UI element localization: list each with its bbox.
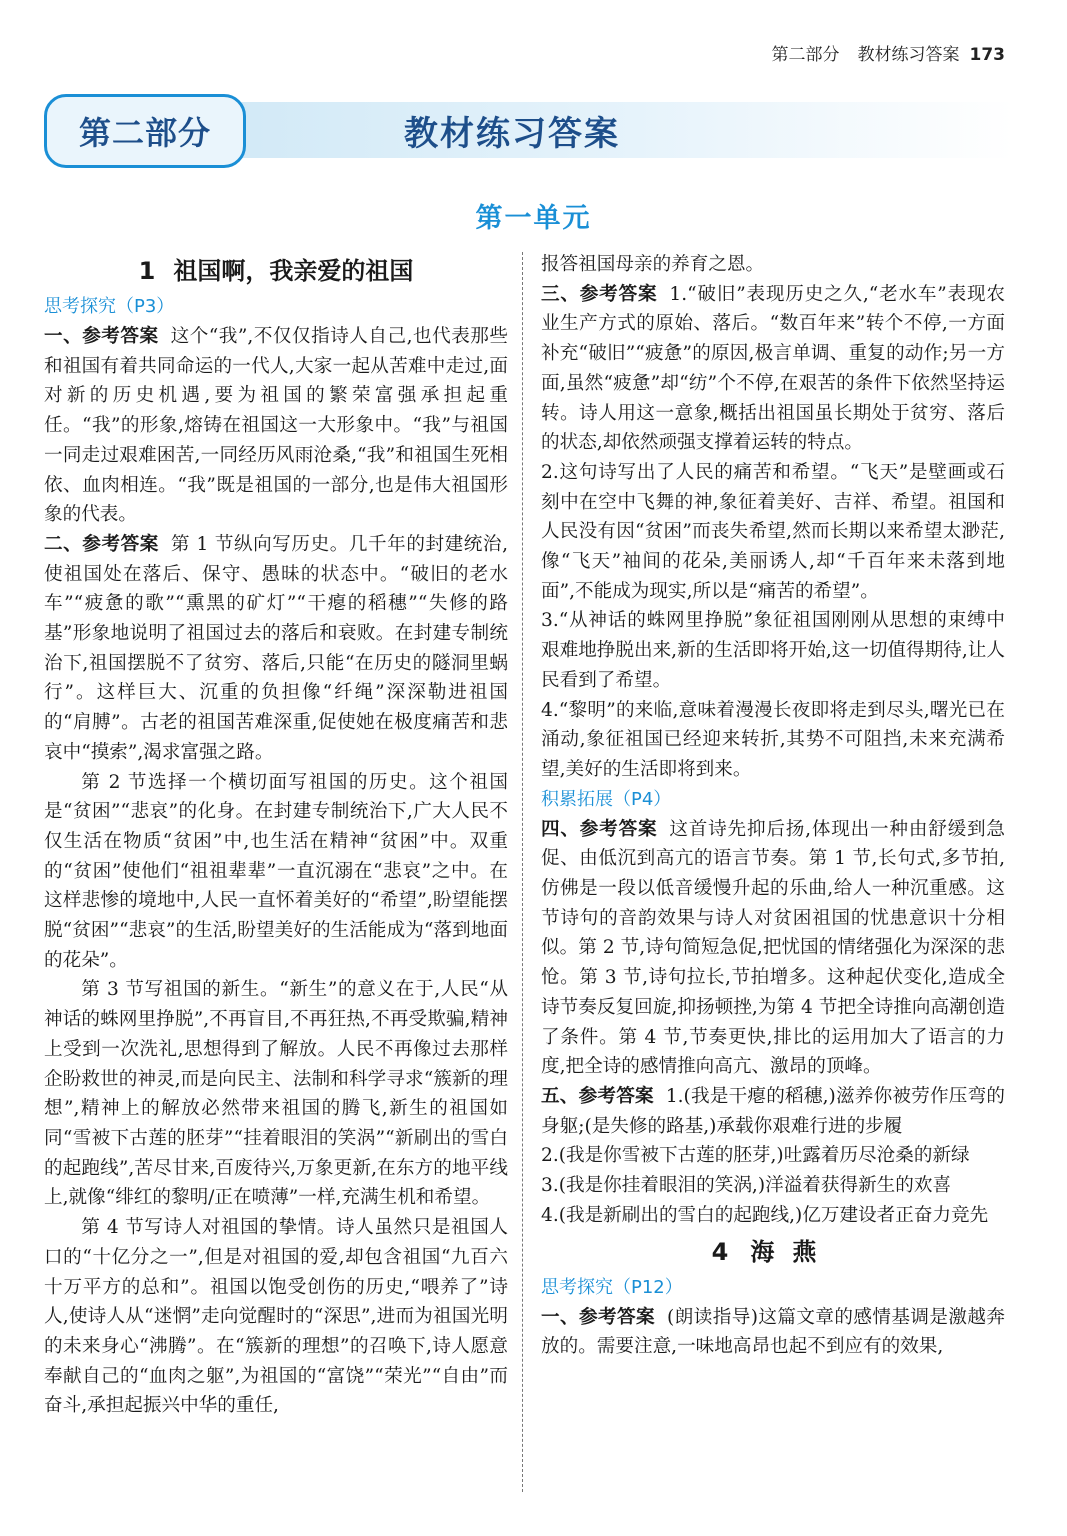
running-header: [772, 40, 1006, 65]
column-divider: [522, 252, 523, 1492]
answer-label: 四、参考答案: [541, 818, 658, 840]
left-column: [44, 250, 508, 1421]
answer-paragraph: [541, 280, 1005, 458]
body-paragraph: 第 2 节选择一个横切面写祖国的历史。这个祖国是“贫困”“悲哀”的化身。在封建专制统治下,广大人民不仅生活在物质“贫困”中,也生活在精神“贫困”中。双重的“贫困”使他们“祖祖辈辈”一直沉溺在“悲哀”之中。在这样悲惨的境地中,人民一直怀着美好的“希望”,盼望能摆脱“贫困”“悲哀”的生活,盼望美好的生活能成为“落到地面的花朵”。: [44, 771, 508, 971]
section-heading-think: 思考探究（P3）: [44, 296, 175, 317]
answer-text: 这首诗先抑后扬,体现出一种由舒缓到急促、由低沉到高亢的语言节奏。第 1 节,长句式,多节拍,仿佛是一段以低音缓慢升起的乐曲,给人一种沉重感。这节诗句的音韵效果与诗人对贫困祖国的忧患意识十分相似。第 2 节,诗句简短急促,把忧国的情绪强化为深深的悲怆。第 3 节,诗句拉长,节拍增多。这种起伏变化,造成全诗节奏反复回旋,抑扬顿挫,为第 4 节把全诗推向高潮创造了条件。第 4 节,节奏更快,排比的运用加大了语言的力度,把全诗的感情推向高亢、激昂的顶峰。: [541, 818, 1005, 1078]
answer-text: (朗读指导)这篇文章的感情基调是激越奔放的。需要注意,一味地高昂也起不到应有的效果,: [541, 1306, 1005, 1358]
answer-text: 1.“破旧”表现历史之久,“老水车”表现农业生产方式的原始、落后。“数百年来”转个不停,一方面补充“破旧”“疲惫”的原因,极言单调、重复的动作;另一方面,虽然“疲惫”却“纺”个不停,在艰苦的条件下依然坚持运转。诗人用这一意象,概括出祖国虽长期处于贫穷、落后的状态,却依然顽强支撑着运转的特点。: [541, 283, 1005, 454]
answer-label: 一、参考答案: [541, 1306, 656, 1328]
answer-item: 2.这句诗写出了人民的痛苦和希望。“飞天”是壁画或石刻中在空中飞舞的神,象征着美好、吉祥、希望。祖国和人民没有因“贫困”而丧失希望,然而长期以来希望太渺茫,像“飞天”袖间的花朵,美丽诱人,却“千百年来未落到地面”,不能成为现实,所以是“痛苦的希望”。: [541, 461, 1005, 602]
header-section: 教材练习答案: [857, 45, 960, 65]
answer-item: 4.(我是新刷出的雪白的起跑线,)亿万建设者正奋力竞先: [541, 1204, 989, 1226]
answer-label: 五、参考答案: [541, 1085, 654, 1107]
body-paragraph-continued: 报答祖国母亲的养育之恩。: [541, 254, 765, 275]
page-number: 173: [969, 45, 1005, 65]
answer-label: 三、参考答案: [541, 283, 658, 305]
lesson-title-text: 祖国啊，我亲爱的祖国: [173, 257, 414, 285]
lesson-title-text: 海燕: [750, 1237, 835, 1266]
banner-title: 教材练习答案: [404, 114, 620, 154]
body-paragraph: 第 3 节写祖国的新生。“新生”的意义在于,人民“从神话的蛛网里挣脱”,不再盲目,不再狂热,不再受欺骗,精神上受到一次洗礼,思想得到了解放。人民不再像过去那样企盼救世的神灵,而是向民主、法制和科学寻求“簇新的理想”,精神上的解放必然带来祖国的腾飞,新生的祖国如同“雪被下古莲的胚芽”“挂着眼泪的笑涡”“新刷出的雪白的起跑线”,苦尽甘来,百废待兴,万象更新,在东方的地平线上,就像“绯红的黎明/正在喷薄”一样,充满生机和希望。: [44, 979, 508, 1209]
answer-paragraph: [541, 1303, 1005, 1362]
answer-item: 3.“从神话的蛛网里挣脱”象征祖国刚刚从思想的束缚中艰难地挣脱出来,新的生活即将开始,这一切值得期待,让人民看到了希望。: [541, 610, 1005, 691]
part-banner: [44, 94, 1014, 166]
body-paragraph: 第 4 节写诗人对祖国的挚情。诗人虽然只是祖国人口的“十亿分之一”,但是对祖国的爱,却包含祖国“九百六十万平方的总和”。祖国以饱受创伤的历史,“喂养了”诗人,使诗人从“迷惘”走向觉醒时的“深思”,进而为祖国光明的未来身心“沸腾”。在“簇新的理想”的召唤下,诗人愿意奉献自己的“血肉之躯”,为祖国的“富饶”“荣光”“自由”而奋斗,承担起振兴中华的重任,: [44, 1217, 508, 1417]
answer-label: 二、参考答案: [44, 533, 159, 555]
section-heading-think: 思考探究（P12）: [541, 1276, 683, 1298]
answer-item: 2.(我是你雪被下古莲的胚芽,)吐露着历尽沧桑的新绿: [541, 1145, 970, 1167]
unit-title: 第一单元: [475, 203, 592, 234]
lesson-number: 4: [711, 1237, 729, 1266]
answer-item: 4.“黎明”的来临,意味着漫漫长夜即将走到尽头,曙光已在涌动,象征祖国已经迎来转折,其势不可阻挡,未来充满希望,美好的生活即将到来。: [541, 699, 1005, 780]
section-heading-accum: 积累拓展（P4）: [541, 788, 672, 810]
lesson-number: 1: [138, 257, 156, 285]
answer-paragraph: [44, 322, 508, 530]
answer-paragraph: [44, 530, 508, 768]
right-column: [541, 250, 1005, 1362]
header-part: 第二部分: [771, 45, 840, 65]
lesson-title: [44, 250, 508, 292]
answer-paragraph: [541, 815, 1005, 1082]
banner-tag: 第二部分: [44, 94, 246, 168]
answer-item: 3.(我是你挂着眼泪的笑涡,)洋溢着获得新生的欢喜: [541, 1175, 952, 1197]
answer-text: 第 1 节纵向写历史。几千年的封建统治,使祖国处在落后、保守、愚昧的状态中。“破旧的老水车”“疲惫的歌”“熏黑的矿灯”“干瘪的稻穗”“失修的路基”形象地说明了祖国过去的落后和衰败。在封建专制统治下,祖国摆脱不了贫穷、落后,只能“在历史的隧洞里蜗行”。这样巨大、沉重的负担像“纤绳”深深勒进祖国的“肩膊”。古老的祖国苦难深重,促使她在极度痛苦和悲哀中“摸索”,渴求富强之路。: [44, 533, 508, 763]
lesson-title: [541, 1231, 1005, 1273]
answer-label: 一、参考答案: [44, 326, 159, 347]
answer-text: 1.(我是干瘪的稻穗,)滋养你被劳作压弯的身躯;(是失修的路基,)承载你艰难行进的步履: [541, 1085, 1005, 1137]
answer-text: 这个“我”,不仅仅指诗人自己,也代表那些和祖国有着共同命运的一代人,大家一起从苦难中走过,面对新的历史机遇,要为祖国的繁荣富强承担起重任。“我”的形象,熔铸在祖国这一大形象中。“我”与祖国一同走过艰难困苦,一同经历风雨沧桑,“我”和祖国生死相依、血肉相连。“我”既是祖国的一部分,也是伟大祖国形象的代表。: [44, 326, 508, 526]
answer-paragraph: [541, 1082, 1005, 1141]
